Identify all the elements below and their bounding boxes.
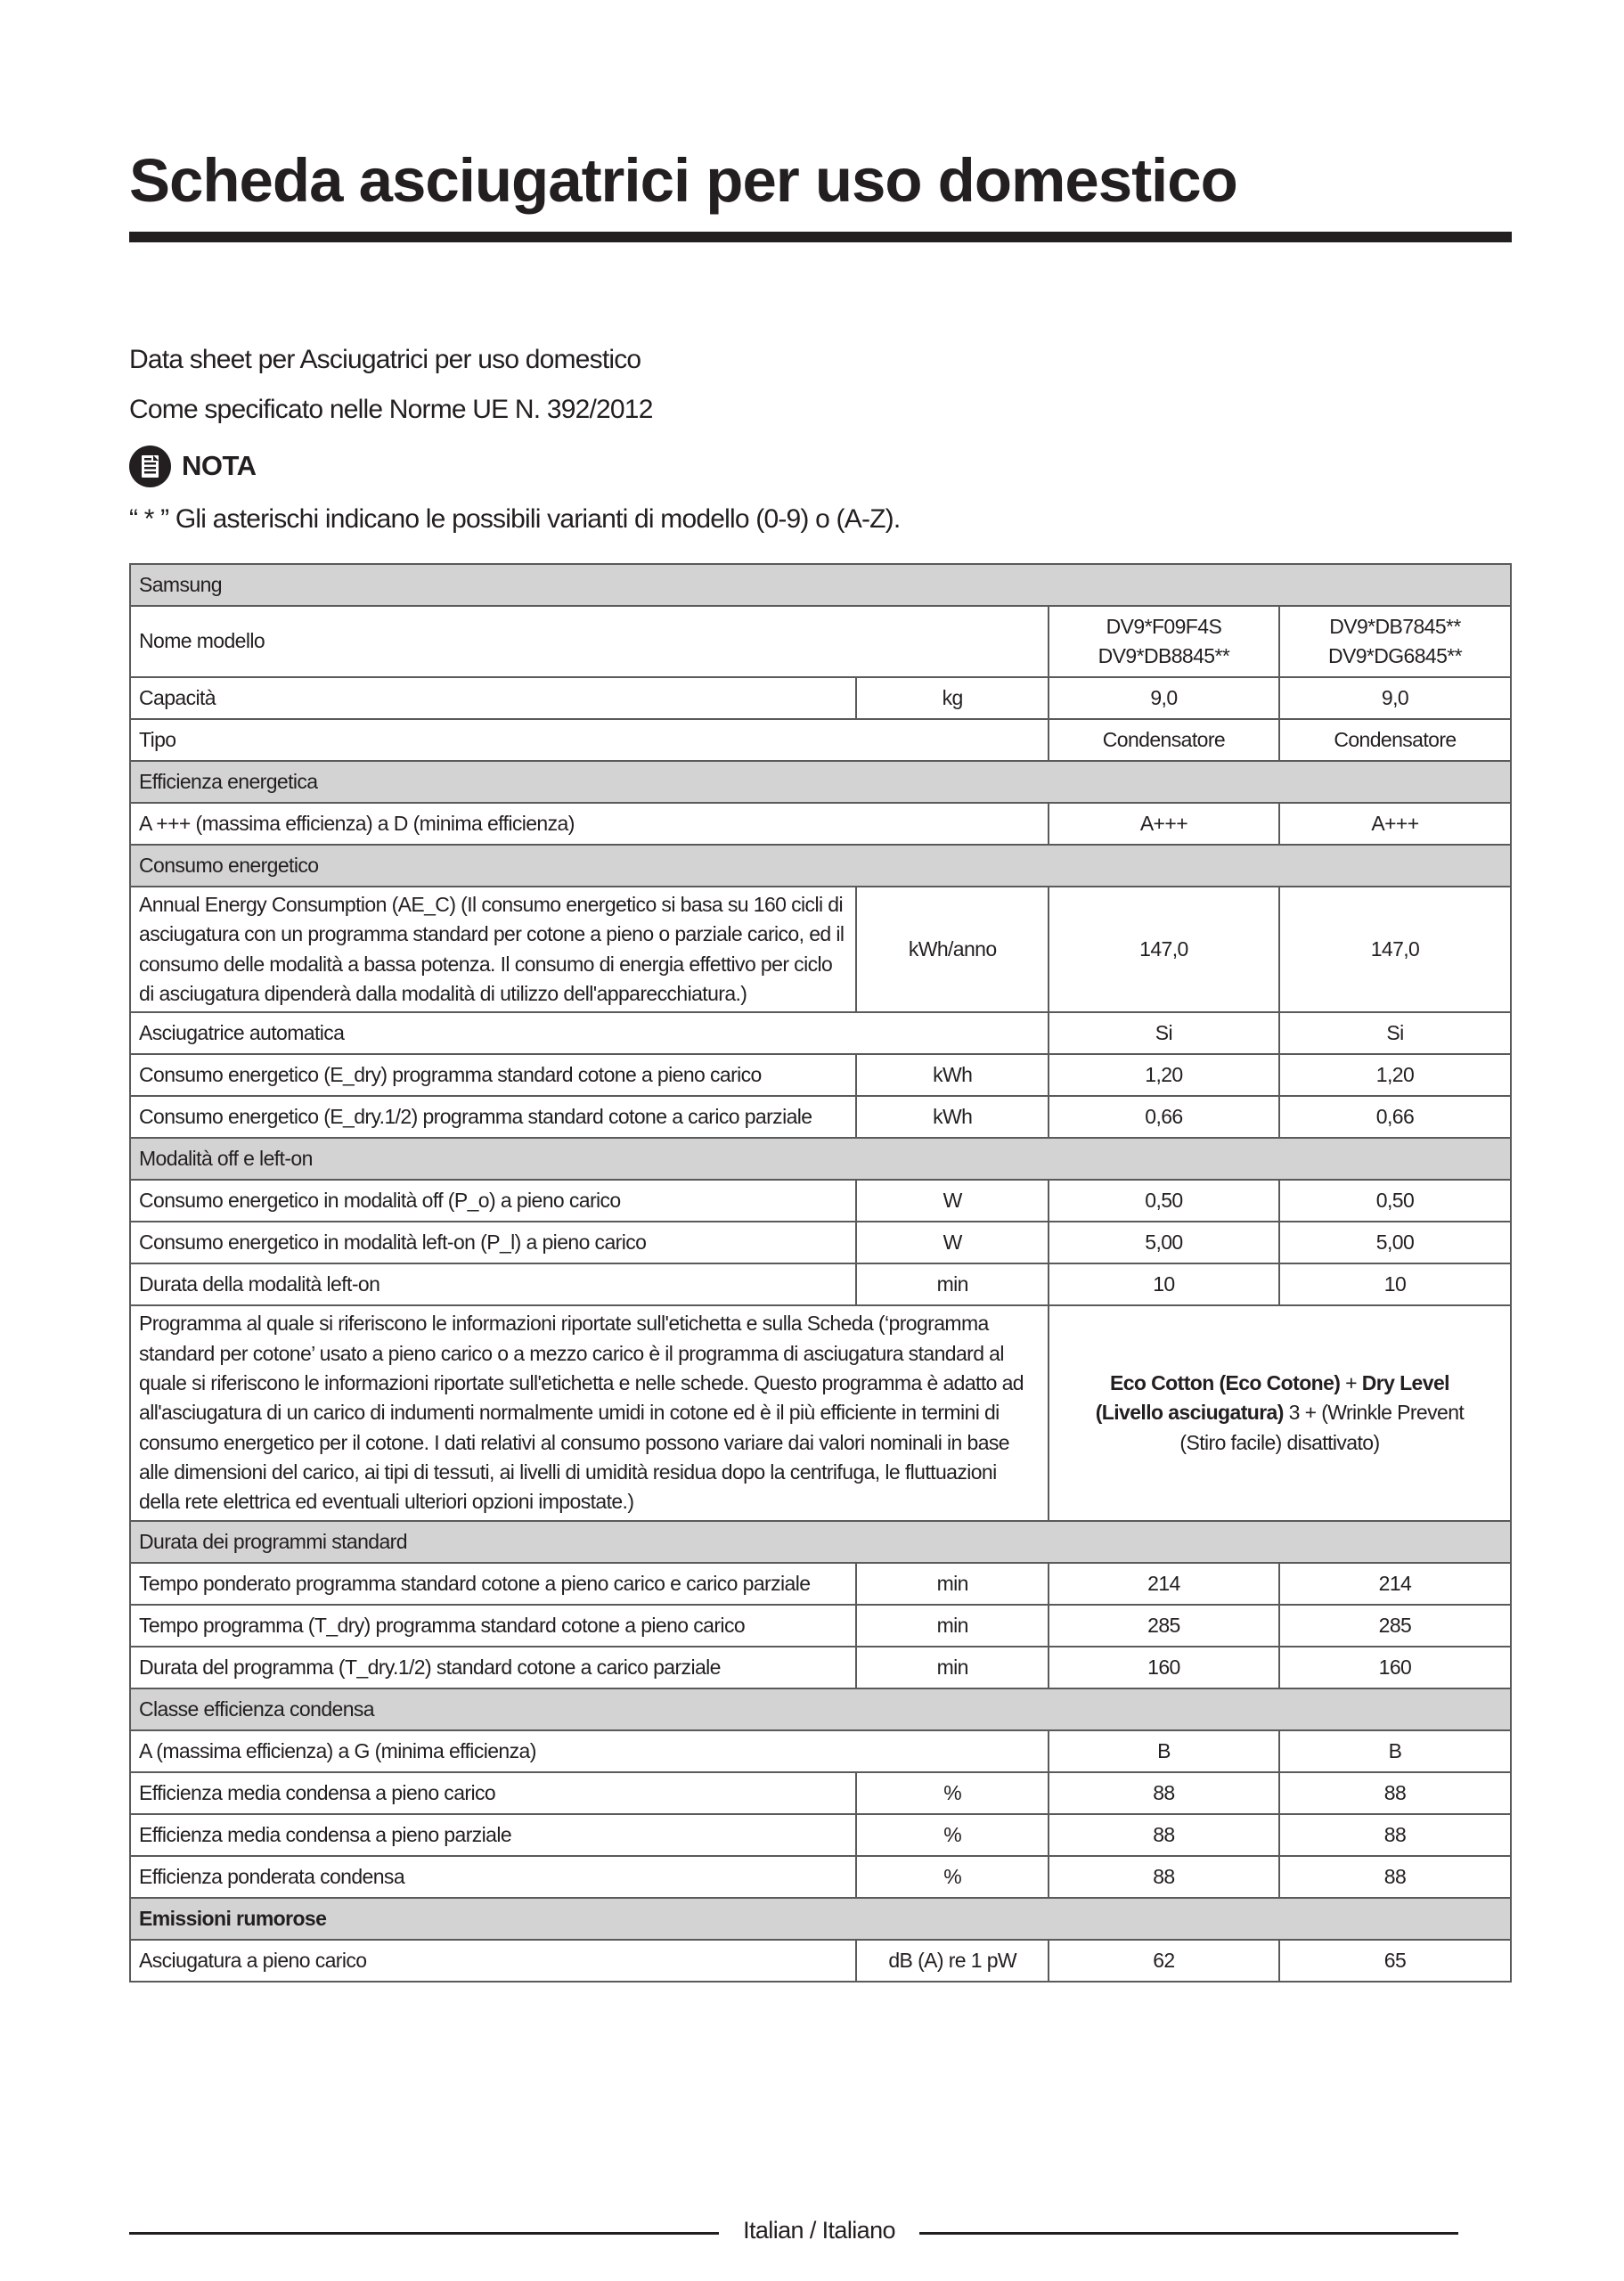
document-note-icon (129, 446, 171, 487)
footer-language: Italian / Italiano (743, 2217, 895, 2244)
row-value-1: 214 (1049, 1563, 1279, 1605)
model-1-cell (1049, 606, 1279, 677)
row-label: Durata della modalità left-on (130, 1263, 856, 1305)
row-value-1: 10 (1049, 1263, 1279, 1305)
row-unit: % (856, 1856, 1048, 1898)
row-value-1: 1,20 (1049, 1054, 1279, 1096)
model-2-name-b: DV9*DG6845** (1327, 644, 1462, 667)
brand-cell: Samsung (130, 564, 1511, 606)
row-unit: kg (856, 677, 1048, 719)
section-title: Modalità off e left-on (130, 1138, 1511, 1180)
table-row (130, 1054, 1511, 1096)
section-title: Consumo energetico (130, 845, 1511, 887)
section-title: Durata dei programmi standard (130, 1521, 1511, 1563)
table-row (130, 1772, 1511, 1814)
row-value-2: 88 (1279, 1856, 1511, 1898)
row-value-2: 88 (1279, 1814, 1511, 1856)
row-value-1: 0,66 (1049, 1096, 1279, 1138)
section-header (130, 1521, 1511, 1563)
intro-line-1: Data sheet per Asciugatrici per uso domestico (129, 345, 641, 374)
note-text: “ * ” Gli asterischi indicano le possibili varianti di modello (0-9) o (A-Z). (129, 504, 901, 534)
row-unit: kWh (856, 1054, 1048, 1096)
table-row (130, 803, 1511, 845)
section-header (130, 761, 1511, 803)
section-title: Efficienza energetica (130, 761, 1511, 803)
row-value-1: 62 (1049, 1940, 1279, 1982)
row-value-2: B (1279, 1730, 1511, 1772)
row-label: Capacità (130, 677, 856, 719)
table-row (130, 1814, 1511, 1856)
row-value-1: 160 (1049, 1647, 1279, 1688)
row-value-2: 214 (1279, 1563, 1511, 1605)
row-value-2: 0,50 (1279, 1180, 1511, 1222)
row-label: Efficienza ponderata condensa (130, 1856, 856, 1898)
program-options: 3 + (Wrinkle Prevent (Stiro facile) disattivato) (1179, 1401, 1465, 1454)
section-header (130, 1688, 1511, 1730)
table-row (130, 1012, 1511, 1054)
row-value-1: Si (1049, 1012, 1279, 1054)
row-label: A (massima efficienza) a G (minima efficienza) (130, 1730, 1049, 1772)
program-name-dry-level: Dry Level (Livello asciugatura) (1095, 1371, 1449, 1425)
footer-rule-left (129, 2232, 719, 2235)
section-header (130, 1898, 1511, 1940)
row-value-1: 88 (1049, 1814, 1279, 1856)
row-value-1: 88 (1049, 1772, 1279, 1814)
row-value-1: B (1049, 1730, 1279, 1772)
page-title: Scheda asciugatrici per uso domestico (129, 146, 1237, 215)
standard-program-value (1049, 1305, 1511, 1520)
table-row (130, 1647, 1511, 1688)
section-header (130, 1138, 1511, 1180)
section-header (130, 845, 1511, 887)
row-unit: kWh (856, 1096, 1048, 1138)
table-row (130, 1563, 1511, 1605)
row-label: A +++ (massima efficienza) a D (minima efficienza) (130, 803, 1049, 845)
row-label: Asciugatura a pieno carico (130, 1940, 856, 1982)
row-unit: min (856, 1605, 1048, 1647)
row-value-1: 147,0 (1049, 887, 1279, 1012)
section-title: Classe efficienza condensa (130, 1688, 1511, 1730)
intro-line-2: Come specificato nelle Norme UE N. 392/2012 (129, 395, 653, 424)
row-unit: W (856, 1180, 1048, 1222)
note-header (129, 444, 257, 488)
table-row (130, 1856, 1511, 1898)
program-name-eco-cotton: Eco Cotton (Eco Cotone) (1110, 1371, 1341, 1395)
section-title: Emissioni rumorose (130, 1898, 1511, 1940)
row-value-2: 10 (1279, 1263, 1511, 1305)
table-row (130, 1605, 1511, 1647)
model-2-name-a: DV9*DB7845** (1329, 614, 1461, 638)
model-1-name-b: DV9*DB8845** (1098, 644, 1230, 667)
row-unit: min (856, 1647, 1048, 1688)
model-2-cell (1279, 606, 1511, 677)
row-label: Efficienza media condensa a pieno carico (130, 1772, 856, 1814)
row-value-1: 9,0 (1049, 677, 1279, 719)
note-label: NOTA (182, 450, 257, 481)
section-brand (130, 564, 1511, 606)
row-unit: kWh/anno (856, 887, 1048, 1012)
row-value-2: 9,0 (1279, 677, 1511, 719)
table-row (130, 606, 1511, 677)
row-value-2: 65 (1279, 1940, 1511, 1982)
row-value-2: 5,00 (1279, 1222, 1511, 1263)
program-plus: + (1340, 1371, 1362, 1395)
row-label: Tempo programma (T_dry) programma standard cotone a pieno carico (130, 1605, 856, 1647)
table-row (130, 1222, 1511, 1263)
row-label: Durata del programma (T_dry.1/2) standard cotone a carico parziale (130, 1647, 856, 1688)
row-label: Efficienza media condensa a pieno parziale (130, 1814, 856, 1856)
row-label: Consumo energetico in modalità off (P_o) a pieno carico (130, 1180, 856, 1222)
row-unit: % (856, 1814, 1048, 1856)
table-row (130, 719, 1511, 761)
row-label: Annual Energy Consumption (AE_C) (Il consumo energetico si basa su 160 cicli di asciugatura con un programma standard per cotone a pieno o parziale carico, ed il consumo delle modalità a bassa potenza. Il consumo di energia effettivo per ciclo di asciugatura dipenderà dalla modalità di utilizzo dell'apparecchiatura.) (130, 887, 856, 1012)
row-value-2: 88 (1279, 1772, 1511, 1814)
row-unit: dB (A) re 1 pW (856, 1940, 1048, 1982)
row-label: Consumo energetico (E_dry.1/2) programma standard cotone a carico parziale (130, 1096, 856, 1138)
table-row (130, 1180, 1511, 1222)
row-value-1: 285 (1049, 1605, 1279, 1647)
row-unit: min (856, 1263, 1048, 1305)
row-label: Asciugatrice automatica (130, 1012, 1049, 1054)
row-value-1: 5,00 (1049, 1222, 1279, 1263)
table-row (130, 1305, 1511, 1520)
footer-rule-right (919, 2232, 1458, 2235)
row-label: Tempo ponderato programma standard cotone a pieno carico e carico parziale (130, 1563, 856, 1605)
row-value-2: Condensatore (1279, 719, 1511, 761)
row-value-2: 285 (1279, 1605, 1511, 1647)
row-unit: min (856, 1563, 1048, 1605)
table-row (130, 1730, 1511, 1772)
row-value-1: A+++ (1049, 803, 1279, 845)
row-value-2: A+++ (1279, 803, 1511, 845)
row-unit: % (856, 1772, 1048, 1814)
model-1-name-a: DV9*F09F4S (1106, 614, 1222, 638)
title-rule (129, 232, 1512, 242)
row-label: Consumo energetico in modalità left-on (P_l) a pieno carico (130, 1222, 856, 1263)
row-value-2: 0,66 (1279, 1096, 1511, 1138)
row-label: Tipo (130, 719, 1049, 761)
row-label: Programma al quale si riferiscono le informazioni riportate sull'etichetta e sulla Scheda (‘programma standard per cotone’ usato a pieno carico o a mezzo carico è il programma di asciugatura standard al quale si riferiscono le informazioni riportate sull'etichetta e nelle schede. Questo programma è adatto ad all'asciugatura di un carico di indumenti normalmente umidi in cotone ed è il più efficiente in termini di consumo energetico per il cotone. I dati relativi al consumo possono variare dai valori nominali in base alle dimensioni del carico, ai tipi di tessuti, ai livelli di umidità residua dopo la centrifuga, le fluttuazioni della rete elettrica ed eventuali ulteriori opzioni impostate.) (130, 1305, 1049, 1520)
data-sheet-table (129, 563, 1512, 1983)
row-value-2: 160 (1279, 1647, 1511, 1688)
row-value-1: 88 (1049, 1856, 1279, 1898)
row-value-2: 1,20 (1279, 1054, 1511, 1096)
row-value-1: 0,50 (1049, 1180, 1279, 1222)
table-row (130, 677, 1511, 719)
row-value-2: Si (1279, 1012, 1511, 1054)
table-row (130, 1940, 1511, 1982)
table-row (130, 1263, 1511, 1305)
row-value-1: Condensatore (1049, 719, 1279, 761)
row-unit: W (856, 1222, 1048, 1263)
table-row (130, 1096, 1511, 1138)
table-row (130, 887, 1511, 1012)
model-label: Nome modello (130, 606, 1049, 677)
row-label: Consumo energetico (E_dry) programma standard cotone a pieno carico (130, 1054, 856, 1096)
row-value-2: 147,0 (1279, 887, 1511, 1012)
